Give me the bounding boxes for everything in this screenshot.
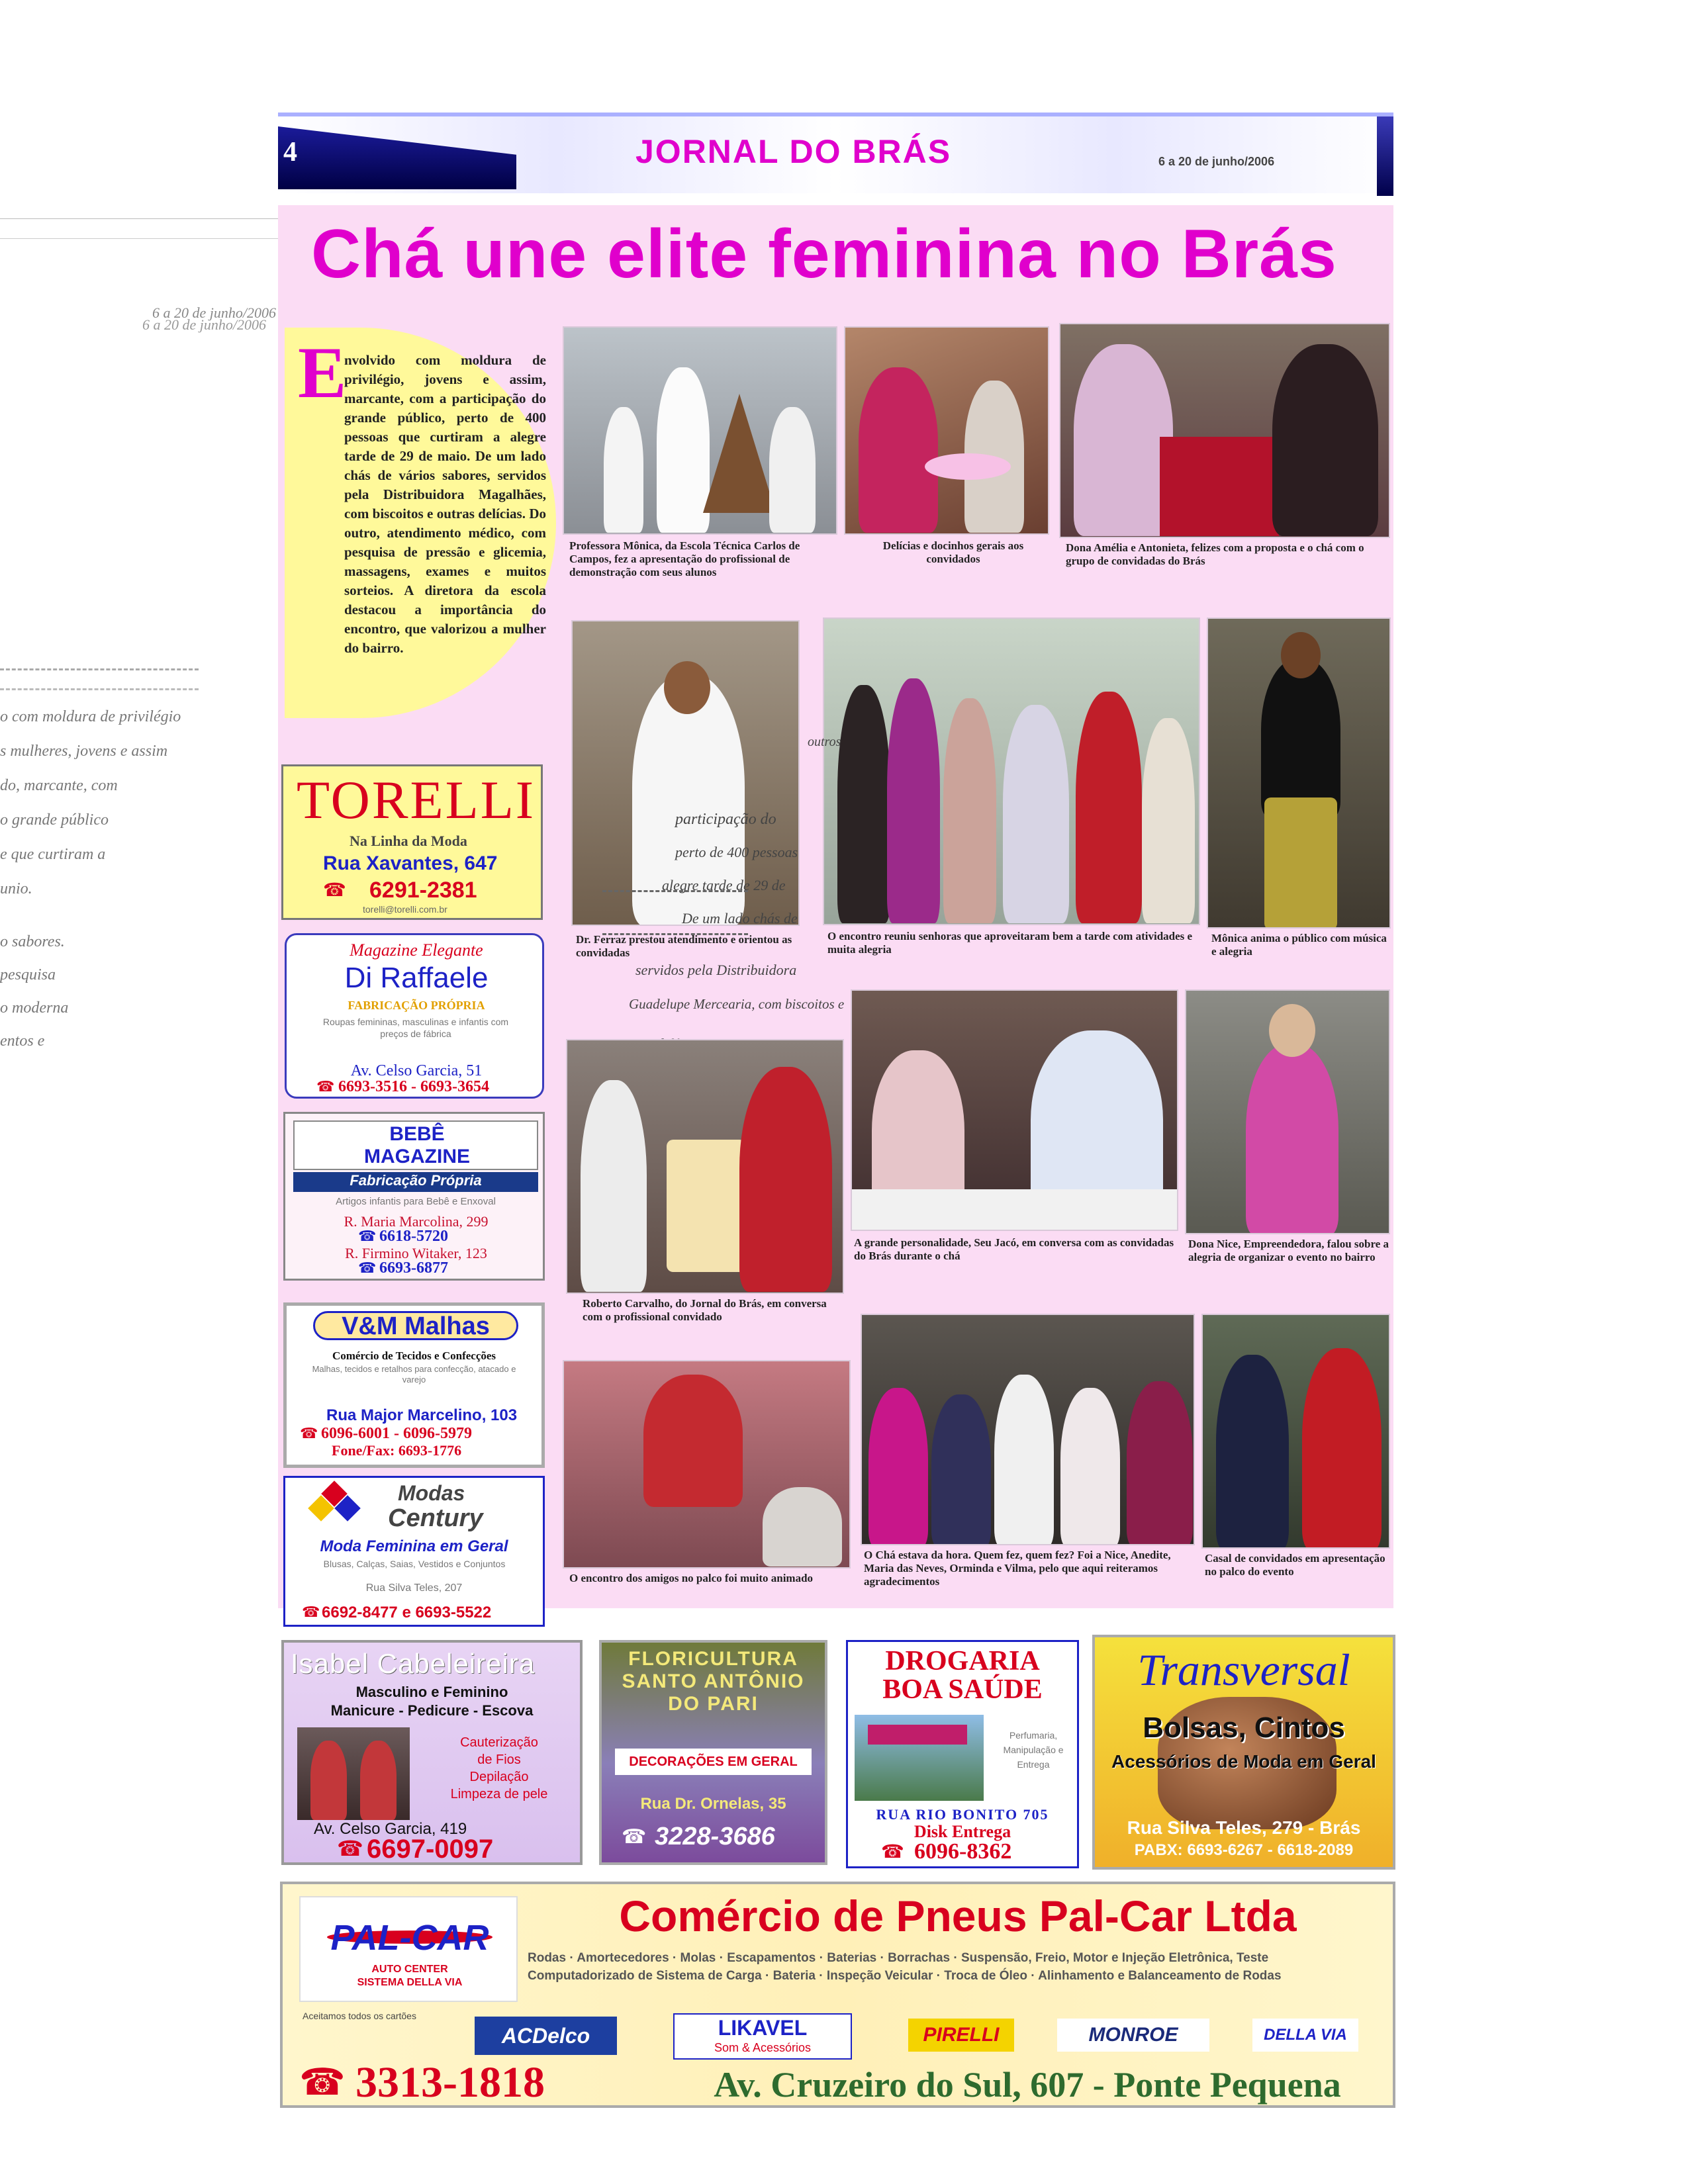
person-figure bbox=[739, 1067, 832, 1292]
isabel-service: Limpeza de pele bbox=[450, 1787, 548, 1801]
ghost-text: e que curtiram a bbox=[0, 846, 106, 863]
photo-caption: Casal de convidados em apresentação no palco do evento bbox=[1205, 1552, 1385, 1578]
edition-date: 6 a 20 de junho/2006 bbox=[1158, 155, 1275, 168]
photo-interview bbox=[566, 1039, 844, 1294]
storefront-sign bbox=[868, 1725, 967, 1745]
century-desc: Blusas, Calças, Saias, Vestidos e Conjuntos bbox=[323, 1559, 506, 1569]
photo-caption: O encontro dos amigos no palco foi muito animado bbox=[569, 1572, 814, 1584]
flori-phone: 3228-3686 bbox=[655, 1823, 775, 1850]
drop-cap: E bbox=[298, 332, 347, 413]
phone-icon: ☎ bbox=[302, 1604, 320, 1620]
person-figure bbox=[1060, 1388, 1120, 1545]
photo-speaker bbox=[1185, 989, 1390, 1234]
photo-crowd bbox=[823, 617, 1200, 925]
brand-likavel bbox=[673, 2013, 852, 2060]
ghost-text: unio. bbox=[0, 880, 32, 897]
phone-icon: ☎ bbox=[300, 1425, 318, 1441]
isabel-address: Av. Celso Garcia, 419 bbox=[314, 1820, 467, 1838]
photo-caption: Delícias e docinhos gerais aos convidados bbox=[882, 539, 1024, 565]
isabel-phone: 6697-0097 bbox=[367, 1835, 494, 1864]
table bbox=[1160, 437, 1279, 536]
palcar-logo-text: PAL-CAR bbox=[330, 1918, 489, 1958]
bebe-address2: R. Firmino Witaker, 123 bbox=[345, 1245, 487, 1261]
photo-sweets bbox=[844, 326, 1049, 535]
header-left-wedge bbox=[278, 126, 516, 189]
brand-pirelli: PIRELLI bbox=[908, 2019, 1014, 2052]
ghost-text: s mulheres, jovens e assim bbox=[0, 743, 168, 760]
vm-sub: Comércio de Tecidos e Confecções bbox=[332, 1349, 496, 1362]
overlay-dashes bbox=[602, 890, 748, 893]
person-figure bbox=[943, 698, 996, 923]
person-figure bbox=[868, 1388, 928, 1545]
bebe-address1: R. Maria Marcolina, 299 bbox=[344, 1213, 489, 1230]
overlay-line: servidos pela Distribuidora bbox=[635, 962, 797, 978]
likavel-sub: Som & Acessórios bbox=[714, 2041, 812, 2054]
diraffaele-phones: 6693-3516 - 6693-3654 bbox=[338, 1078, 489, 1095]
phone-icon: ☎ bbox=[358, 1259, 377, 1276]
person-figure bbox=[1076, 692, 1142, 923]
drogaria-address: RUA RIO BONITO 705 bbox=[876, 1806, 1049, 1823]
phone-icon: ☎ bbox=[337, 1837, 363, 1860]
phone-icon: ☎ bbox=[622, 1826, 647, 1848]
flori-name2: SANTO ANTÔNIO bbox=[622, 1670, 805, 1692]
person-figure bbox=[360, 1741, 397, 1820]
ghost-dashes bbox=[0, 668, 199, 675]
person-figure bbox=[1246, 1044, 1338, 1234]
photo-caption: O encontro reuniu senhoras que aproveitaram bem a tarde com atividades e muita alegria bbox=[827, 930, 1193, 956]
diraffaele-name: Di Raffaele bbox=[344, 962, 489, 994]
bebe-name2: MAGAZINE bbox=[364, 1146, 470, 1167]
transversal-name: Transversal bbox=[1137, 1645, 1350, 1695]
vm-desc: Malhas, tecidos e retalhos para confecção, atacado e varejo bbox=[312, 1364, 516, 1385]
phone-icon: ☎ bbox=[323, 880, 346, 900]
torelli-address: Rua Xavantes, 647 bbox=[323, 852, 498, 874]
photo-caption: A grande personalidade, Seu Jacó, em conversa com as convidadas do Brás durante o chá bbox=[854, 1236, 1174, 1262]
photo-caption: Dona Nice, Empreendedora, falou sobre a alegria de organizar o evento no bairro bbox=[1188, 1238, 1389, 1263]
ghost-text: entos e bbox=[0, 1032, 45, 1050]
century-logo-icon bbox=[312, 1484, 358, 1531]
flori-name3: DO PARI bbox=[668, 1693, 759, 1715]
photo-demonstration bbox=[563, 326, 837, 535]
photo-caption: Mônica anima o público com música e alegria bbox=[1211, 932, 1387, 958]
person-figure bbox=[1074, 344, 1173, 536]
torelli-phone: 6291-2381 bbox=[369, 878, 477, 903]
likavel-name: LIKAVEL bbox=[718, 2016, 808, 2040]
isabel-line2: Manicure - Pedicure - Escova bbox=[330, 1702, 534, 1719]
display-stand bbox=[703, 394, 776, 513]
ad-diraffaele[interactable] bbox=[285, 933, 544, 1099]
paper-name: JORNAL DO BRÁS bbox=[635, 133, 952, 170]
person-head bbox=[1269, 1004, 1315, 1057]
torelli-slogan: Na Linha da Moda bbox=[350, 833, 467, 849]
phone-icon: ☎ bbox=[358, 1228, 377, 1244]
drogaria-photo bbox=[855, 1715, 984, 1801]
ghost-text: do, marcante, com bbox=[0, 777, 118, 794]
palcar-logo-sub1: AUTO CENTER bbox=[371, 1964, 448, 1975]
phone-icon: ☎ bbox=[299, 2061, 346, 2103]
photo-conversation bbox=[851, 989, 1178, 1231]
drogaria-name2: BOA SAÚDE bbox=[882, 1674, 1043, 1705]
palcar-phone: 3313-1818 bbox=[355, 2058, 545, 2107]
article-body: nvolvido com moldura de privilégio, jovens e assim, marcante, com a participação do grande público, perto de 400 pessoas que curtiram a alegre tarde de 29 de maio. De um lado chás de vários sabores, servidos pela Distribuidora Magalhães, com biscoitos e outras delícias. Do outro, atendimento médico, com pesquisa de pressão e glicemia, massagens, exames e muitos sorteios. A diretora da escola destacou a importância do encontro, que valorizou a mulher do bairro. bbox=[344, 352, 546, 656]
ghost-text: o grande público bbox=[0, 811, 109, 829]
person-figure bbox=[310, 1741, 347, 1820]
flori-address: Rua Dr. Ornelas, 35 bbox=[640, 1795, 786, 1813]
diraffaele-desc: Roupas femininas, masculinas e infantis com preços de fábrica bbox=[322, 1017, 509, 1039]
transversal-line1: Bolsas, Cintos bbox=[1143, 1711, 1345, 1744]
table bbox=[852, 1189, 1178, 1231]
vm-address: Rua Major Marcelino, 103 bbox=[326, 1406, 518, 1424]
palcar-logo-sub2: SISTEMA DELLA VIA bbox=[357, 1977, 463, 1988]
diraffaele-sub: FABRICAÇÃO PRÓPRIA bbox=[348, 999, 485, 1012]
photo-guests-table bbox=[1059, 323, 1390, 538]
person-figure bbox=[994, 1375, 1054, 1545]
ad-modas-century[interactable] bbox=[283, 1476, 545, 1627]
bebe-name1: BEBÊ bbox=[389, 1123, 445, 1145]
century-address: Rua Silva Teles, 207 bbox=[365, 1582, 463, 1594]
ad-drogaria[interactable] bbox=[846, 1640, 1079, 1868]
overlay-line: Guadelupe Mercearia, com biscoitos e bbox=[629, 996, 845, 1012]
ghost-date: 6 a 20 de junho/2006 bbox=[152, 304, 276, 321]
person-figure bbox=[1272, 344, 1378, 536]
isabel-line1: Masculino e Feminino bbox=[355, 1684, 508, 1700]
person-figure bbox=[887, 678, 940, 923]
ghost-dashes bbox=[0, 688, 199, 695]
isabel-service: de Fios bbox=[477, 1752, 521, 1767]
person-figure bbox=[1302, 1348, 1382, 1549]
isabel-service: Cauterização bbox=[460, 1735, 538, 1750]
palcar-logo bbox=[299, 1896, 518, 2002]
palcar-address: Av. Cruzeiro do Sul, 607 - Ponte Pequena bbox=[714, 2065, 1341, 2105]
person-figure bbox=[763, 1487, 842, 1567]
isabel-photo bbox=[297, 1727, 410, 1820]
ghost-text: pesquisa bbox=[0, 966, 56, 983]
torelli-name: TORELLI bbox=[297, 770, 536, 830]
page-number: 4 bbox=[283, 137, 297, 167]
photo-couple bbox=[1201, 1314, 1390, 1549]
vm-fax: Fone/Fax: 6693-1776 bbox=[332, 1442, 462, 1459]
ad-floricultura[interactable] bbox=[599, 1640, 827, 1865]
person-figure bbox=[931, 1394, 991, 1545]
bebe-phone2: 6693-6877 bbox=[379, 1259, 448, 1277]
bebe-name-box bbox=[293, 1120, 538, 1170]
person-figure bbox=[604, 407, 643, 533]
person-figure bbox=[1142, 718, 1195, 923]
vm-name: V&M Malhas bbox=[313, 1311, 518, 1340]
photo-caption: O Chá estava da hora. Quem fez, quem fez? Foi a Nice, Anedite, Maria das Neves, Orminda e Vilma, pelo que aqui reiteramos agradecimentos bbox=[864, 1549, 1171, 1588]
photo-organizers bbox=[861, 1314, 1195, 1545]
bebe-sub: Fabricação Própria bbox=[293, 1172, 538, 1192]
person-figure bbox=[859, 367, 938, 533]
bebe-desc: Artigos infantis para Bebê e Enxoval bbox=[336, 1196, 496, 1207]
person-figure bbox=[1003, 705, 1069, 923]
person-figure bbox=[657, 367, 710, 533]
ad-torelli[interactable] bbox=[281, 764, 543, 920]
ad-transversal[interactable] bbox=[1092, 1635, 1395, 1870]
ad-isabel-cabeleireira[interactable] bbox=[281, 1640, 583, 1865]
transversal-pabx: PABX: 6693-6267 - 6618-2089 bbox=[1134, 1841, 1354, 1859]
phone-icon: ☎ bbox=[881, 1841, 904, 1862]
flori-name1: FLORICULTURA bbox=[628, 1648, 798, 1670]
ghost-text: o moderna bbox=[0, 999, 69, 1017]
phone-icon: ☎ bbox=[316, 1078, 335, 1095]
transversal-line2: Acessórios de Moda em Geral bbox=[1111, 1751, 1376, 1772]
diraffaele-tag: Magazine Elegante bbox=[350, 940, 483, 960]
drogaria-desc: Perfumaria, Manipulação e Entrega bbox=[1003, 1730, 1064, 1770]
cake-tray bbox=[925, 453, 1011, 480]
century-phones: 6692-8477 e 6693-5522 bbox=[322, 1604, 492, 1621]
person-figure bbox=[581, 1080, 647, 1292]
isabel-service: Depilação bbox=[469, 1770, 529, 1784]
banner-sign bbox=[667, 1140, 746, 1272]
person-head bbox=[1281, 632, 1321, 678]
palcar-services: Rodas · Amortecedores · Molas · Escapamentos · Baterias · Borrachas · Suspensão, Freio, Motor e Injeção Eletrônica, Teste Computadorizado de Sistema de Carga · Bateria · Inspeção Veicular · Troca de Óleo · Alinhamento e Balanceamento de Rodas bbox=[528, 1951, 1282, 1983]
photo-stage bbox=[563, 1360, 851, 1569]
header-right-bar bbox=[1377, 116, 1393, 196]
brand-acdelco: ACDelco bbox=[475, 2017, 617, 2055]
ad-bebe-magazine[interactable] bbox=[283, 1112, 545, 1281]
ghost-text: o com moldura de privilégio bbox=[0, 708, 181, 725]
ghost-date: 6 a 20 de junho/2006 bbox=[142, 316, 266, 333]
overlay-line: alegre tarde de 29 de bbox=[662, 877, 786, 893]
brand-dellavia: DELLA VIA bbox=[1252, 2019, 1358, 2052]
headline: Chá une elite feminina no Brás bbox=[311, 216, 1337, 293]
century-name2: Century bbox=[388, 1504, 483, 1532]
ghost-text: o sabores. bbox=[0, 933, 65, 950]
person-head bbox=[664, 661, 710, 714]
diraffaele-address: Av. Celso Garcia, 51 bbox=[350, 1062, 483, 1079]
photo-caption: Dr. Ferraz prestou atendimento e orientou as convidadas bbox=[576, 933, 792, 959]
person-figure bbox=[643, 1375, 743, 1507]
bebe-phone1: 6618-5720 bbox=[379, 1228, 448, 1245]
overlay-line: outros bbox=[808, 735, 841, 749]
drogaria-name1: DROGARIA bbox=[885, 1646, 1040, 1676]
photo-caption: Dona Amélia e Antonieta, felizes com a proposta e o chá com o grupo de convidadas do Brás bbox=[1066, 541, 1364, 567]
person-figure bbox=[769, 407, 816, 533]
person-figure bbox=[1264, 797, 1337, 929]
header-bar bbox=[278, 113, 1393, 193]
palcar-title: Comércio de Pneus Pal-Car Ltda bbox=[619, 1891, 1297, 1940]
isabel-name: Isabel Cabeleireira bbox=[291, 1648, 536, 1679]
flori-banner: DECORAÇÕES EM GERAL bbox=[615, 1749, 812, 1775]
torelli-note: torelli@torelli.com.br bbox=[363, 904, 447, 915]
palcar-note: Aceitamos todos os cartões bbox=[303, 2011, 416, 2021]
overlay-line: perto de 400 pessoas bbox=[675, 844, 798, 860]
overlay-line: De um lado chás de bbox=[682, 910, 798, 927]
photo-caption: Professora Mônica, da Escola Técnica Carlos de Campos, fez a apresentação do profissional de demonstração com seus alunos bbox=[569, 539, 800, 578]
photo-caption: Roberto Carvalho, do Jornal do Brás, em conversa com o profissional convidado bbox=[583, 1297, 827, 1323]
ad-vm-malhas[interactable] bbox=[283, 1302, 545, 1468]
vm-phones: 6096-6001 - 6096-5979 bbox=[321, 1425, 472, 1442]
ad-palcar[interactable] bbox=[280, 1882, 1395, 2108]
century-name1: Modas bbox=[398, 1481, 465, 1505]
person-figure bbox=[1216, 1355, 1289, 1549]
drogaria-phone: 6096-8362 bbox=[914, 1839, 1012, 1864]
person-figure bbox=[1261, 659, 1340, 817]
overlay-line: participação do bbox=[675, 811, 776, 828]
photo-singer bbox=[1207, 617, 1391, 929]
century-sub: Moda Feminina em Geral bbox=[320, 1537, 508, 1555]
transversal-address: Rua Silva Teles, 279 - Brás bbox=[1127, 1817, 1361, 1838]
brand-monroe: MONROE bbox=[1057, 2019, 1209, 2052]
person-figure bbox=[1127, 1381, 1193, 1545]
drogaria-delivery: Disk Entrega bbox=[914, 1822, 1011, 1841]
